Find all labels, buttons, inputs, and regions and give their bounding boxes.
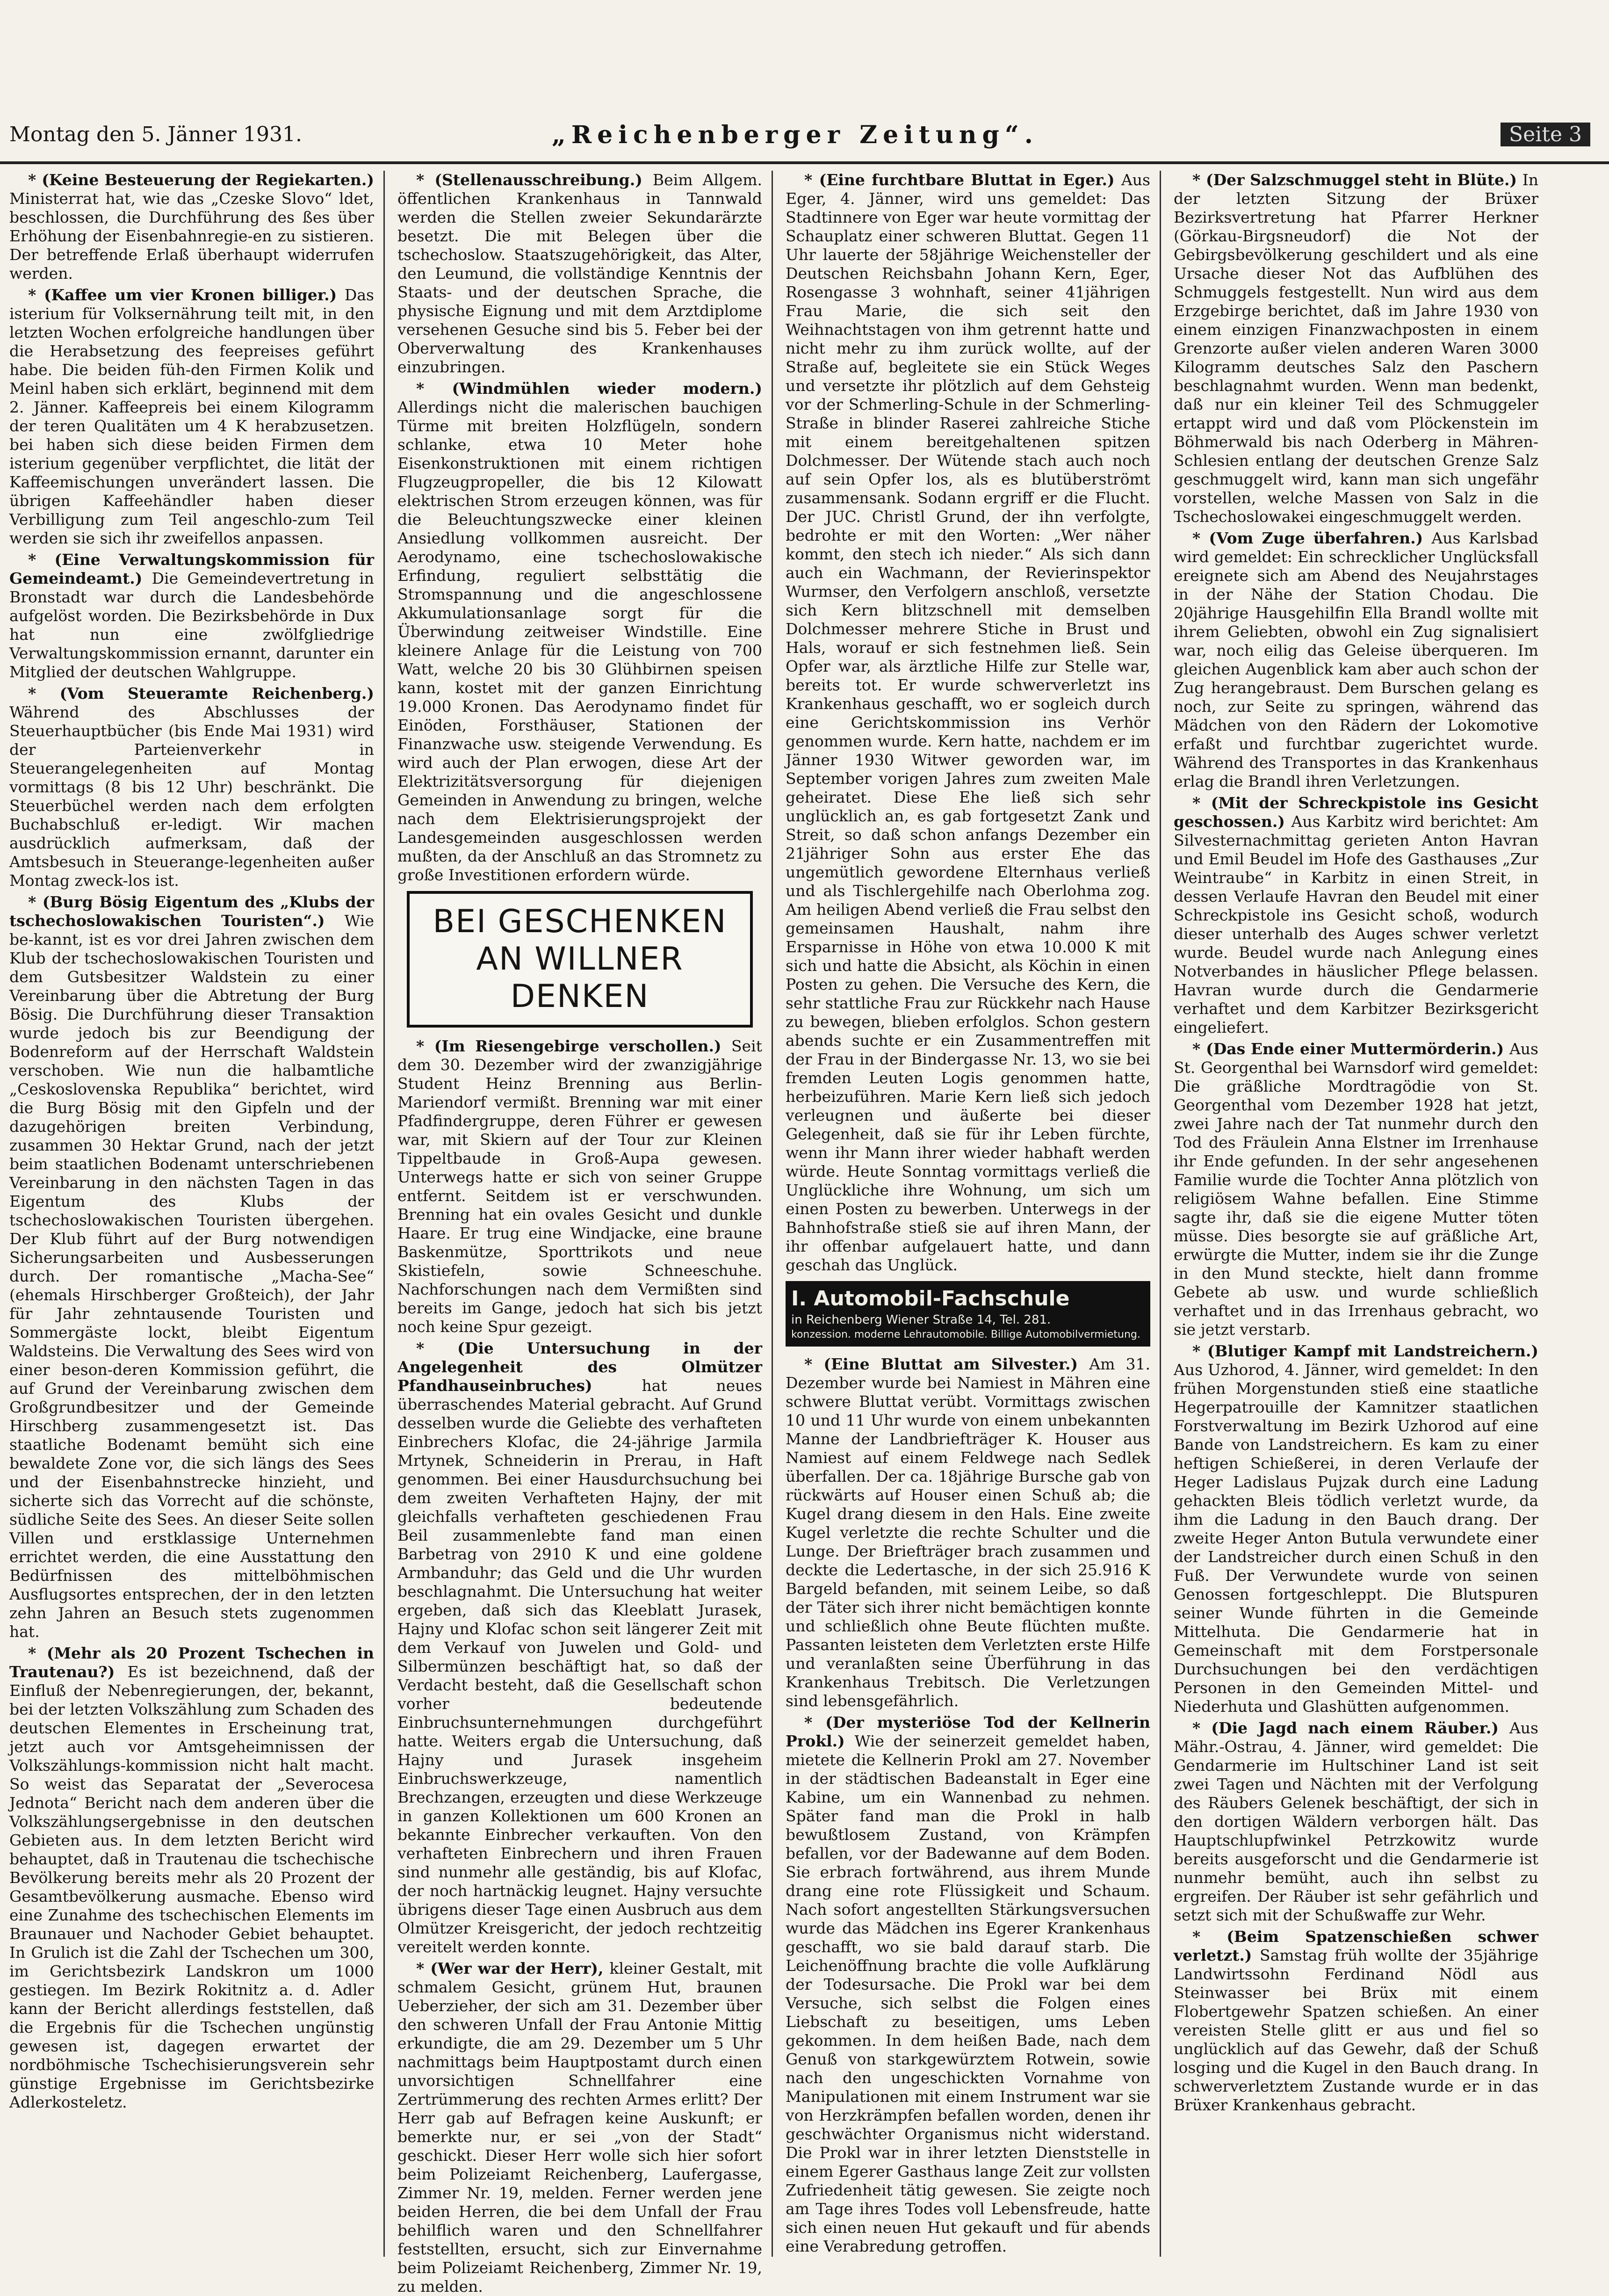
advertisement-driving-school (786, 1281, 1150, 1347)
column-4 (1174, 171, 1538, 2257)
ad-line: in Reichenberg Wiener Straße 14, Tel. 281. (791, 1313, 1051, 1327)
column-3 (786, 171, 1150, 2257)
article (9, 893, 374, 1641)
column-2 (397, 171, 762, 2296)
article (1174, 1040, 1538, 1339)
article (397, 1959, 762, 2296)
advertisement-willner (407, 891, 753, 1028)
column-divider (383, 171, 385, 2257)
article-heading: * (Burg Bösig Eigentum des „Klubs der tschechoslowakischen Touristen“.) (9, 893, 374, 930)
article-heading: * (Vom Steueramte Reichenberg.) (28, 684, 374, 703)
article-heading: * (Windmühlen wieder modern.) (416, 379, 762, 398)
article-body: Es ist bezeichnend, daß der Einfluß der Nebenregierungen, der, bekannt, bei der letzten Volkszählung zum Schaden des deutschen Elementes in Erscheinung trat, jetzt auch vor Amtsgeheimnissen der Volkszählungs-kommission nicht halt macht. So weist das Separatat der „Severocesa Jednota“ Bericht nach dem anderen über die Volkszählungsergebnisse in den deutschen Gebieten aus. In dem letzten Bericht wird behauptet, daß in Trautenau die tschechische Bevölkerung bereits mehr als 20 Prozent der Gesamtbevölkerung ausmache. Ebenso wird eine Zunahme des tschechischen Elements im Braunauer und Nachoder Gebiet behauptet. In Grulich ist die Zahl der Tschechen um 300, im Gerichtsbezirk Landskron um 1000 gestiegen. Im Bezirk Rokitnitz a. d. Adler kann der Bericht allerdings feststellen, daß die Ergebnis für die Tschechen ungünstig gewesen ist, dagegen erwartet der nordböhmische Tschechisierungsverein sehr günstige Ergebnisse im Gerichtsbezirke Adlerkosteletz. (9, 1663, 374, 2111)
article-body: Während des Abschlusses der Steuerhauptbücher (bis Ende Mai 1931) wird der Parteienverkehr in Steuerangelegenheiten auf Montag vormittags (8 bis 12 Uhr) beschränkt. Die Steuerbüchel werden nach dem erfolgten Buchabschluß er-ledigt. Wir machen ausdrücklich aufmerksam, daß der Amtsbesuch in Steuerange-legenheiten außer Montag zweck-los ist. (9, 703, 374, 890)
article-heading: * (Eine Bluttat am Silvester.) (804, 1355, 1090, 1373)
article (1174, 794, 1538, 1037)
article-heading: * (Stellenausschreibung.) (416, 171, 653, 189)
article (9, 550, 374, 681)
article (1174, 529, 1538, 791)
column-1 (9, 171, 374, 2257)
ad-line: I. Automobil-Fachschule (791, 1287, 1070, 1311)
article-heading: * (Die Untersuchung in der Angelegenheit des Olmützer Pfandhauseinbruches) (397, 1339, 762, 1395)
article (397, 379, 762, 884)
column-divider (1160, 171, 1161, 2257)
article-body: Wie be-kannt, ist es vor drei Jahren zwischen dem Klub der tschechoslowakischen Touristen und dem Gutsbesitzer Waldstein zu einer Vereinbarung über die Abtretung der Burg Bösig. Die Durchführung dieser Transaktion wurde jedoch bis zur Beendigung der Bodenreform auf der Herrschaft Waldstein verschoben. Wie nun die halbamtliche „Ceskoslovenska Republika“ berichtet, wird die Burg Bösig mit den Gipfeln und der dazugehörigen breiten Verbindung, zusammen 30 Hektar Grund, nach der jetzt beim staatlichen Bodenamt unterschriebenen Vereinbarung in den nächsten Tagen in das Eigentum des Klubs der tschechoslowakischen Touristen übergehen. Der Klub führt auf der Burg notwendigen Sicherungsarbeiten und Ausbesserungen durch. Der romantische „Macha-See“ (ehemals Hirschberger Großteich), der Jahr für Jahr zehntausende Touristen und Sommergäste lockt, bleibt Eigentum Waldsteins. Die Verwaltung des Sees wird von einer beson-deren Kommission geführt, die auf Grund der Vereinbarung zwischen dem Großgrundbesitzer und der Gemeinde Hirschberg zusammengesetzt ist. Das staatliche Bodenamt bemüht sich eine bewaldete Zone vor, die sich längs des Sees und der Eisenbahnstrecke hinzieht, und sicherte sich das Vorrecht auf die schönste, südliche Seite des Sees. An dieser Seite sollen Villen und erstklassige Unternehmen errichtet werden, die eine Ausstattung den Bedürfnissen des mittelböhmischen Ausflugsortes entsprechen, der in den letzten zehn Jahren an Besuch stets zugenommen hat. (9, 912, 374, 1641)
article (397, 171, 762, 377)
article-body: Am 31. Dezember wurde bei Namiest in Mähren eine schwere Bluttat verübt. Vormittags zwischen 10 und 11 Uhr wurde von einem unbekannten Manne der Landbriefträger K. Houser aus Namiest auf einem Feldwege nach Sedlek überfallen. Der ca. 18jährige Bursche gab von rückwärts auf Houser einen Schuß ab; die Kugel drang diesem in den Hals. Eine zweite Kugel verletzte die rechte Schulter und die Lunge. Der Briefträger brach zusammen und deckte die Ledertasche, in der sich 25.916 K Bargeld befanden, mit seinem Leibe, so daß der Täter sich ihrer nicht bemächtigen konnte und schließlich ohne Beute flüchten mußte. Passanten leisteten dem Verletzten erste Hilfe und veranlaßten seine Überführung in das Krankenhaus Trebitsch. Die Verletzungen sind lebensgefährlich. (786, 1355, 1150, 1710)
article-body: Die Gemeindevertretung in Bronstadt war durch die Landesbehörde aufgelöst worden. Die Bezirksbehörde in Dux hat nun eine zwölfgliedrige Verwaltungskommission ernannt, darunter ein Mitglied der deutschen Wahlgruppe. (9, 569, 374, 681)
article-body: kleiner Gestalt, mit schmalem Gesicht, grünem Hut, braunen Ueberzieher, der sich am 31. Dezember über den schweren Unfall der Frau Antonie Mittig erkundigte, die am 29. Dezember um 5 Uhr nachmittags beim Hauptpostamt durch einen unvorsichtigen Schnellfahrer eine Zertrümmerung des rechten Armes erlitt? Der Herr gab auf Befragen keine Auskunft; er bemerkte nur, er sei „von der Stadt“ geschickt. Dieser Herr wolle sich hier sofort beim Polizeiamt Reichenberg, Laufergasse, Zimmer Nr. 19, melden. Ferner werden jene beiden Herren, die bei dem Unfall der Frau behilflich waren und den Schnellfahrer feststellten, ersucht, sich zur Einvernahme beim Polizeiamt Reichenberg, Zimmer Nr. 19, zu melden. (397, 1959, 762, 2296)
article-heading: * (Kaffee um vier Kronen billiger.) (28, 286, 345, 304)
article-heading: * (Wer war der Herr), (416, 1959, 610, 1977)
article (1174, 171, 1538, 526)
article-body: Aus Mähr.-Ostrau, 4. Jänner, wird gemeldet: Die Gendarmerie im Hultschiner Land ist seit zwei Tagen und Nächten mit der Verfolgung des Räubers Gelenek beschäftigt, der sich in den dortigen Wäldern verborgen hält. Das Hauptschlupfwinkel Petrzkowitz wurde bereits ausgeforscht und die Gendarmerie ist nunmehr bemüht, auch ihn selbst zu ergreifen. Der Räuber ist sehr gefährlich und setzt sich mit der Schußwaffe zur Wehr. (1174, 1719, 1538, 1924)
page-number: Seite 3 (1501, 123, 1590, 146)
article-body: Beim Allgem. öffentlichen Krankenhaus in Tannwald werden die Stellen zweier Sekundarärzte besetzt. Die mit Belegen über die tschechoslow. Staatszugehörigkeit, das Alter, den Leumund, die vollständige Kenntnis der Staats- und der deutschen Sprache, die physische Eignung und mit dem Arztdiplome versehenen Gesuche sind bis 5. Feber bei der Oberverwaltung des Krankenhauses einzubringen. (397, 171, 762, 376)
article (1174, 1927, 1538, 2115)
ad-line: konzession. moderne Lehrautomobile. Billige Automobilvermietung. (791, 1329, 1140, 1340)
header-rule (0, 161, 1609, 164)
article-heading: * (Mit der Schreckpistole ins Gesicht geschossen.) (1174, 794, 1538, 831)
article (397, 1037, 762, 1336)
ad-line: BEI GESCHENKEN (433, 903, 727, 940)
header-date: Montag den 5. Jänner 1931. (9, 123, 303, 146)
article-body: hat neues überraschendes Material gebracht. Auf Grund desselben wurde die Geliebte des verhafteten Einbrechers Klofac, die 24-jährige Jarmila Mrtynek, Schneiderin in Prerau, in Haft genommen. Bei einer Hausdurchsuchung bei dem zweiten Verhafteten Hajny, der mit gleichfalls verhafteten geschiedenen Frau Beil zusammenlebte fand man einen Barbetrag von 2910 K und eine goldene Armbanduhr; das Geld und die Uhr wurden beschlagnahmt. Die Untersuchung hat weiter ergeben, daß sich das Kleeblatt Jurasek, Hajny und Klofac schon seit längerer Zeit mit dem Verkauf von Juwelen und Gold- und Silbermünzen beschäftigt hat, so daß der Verdacht besteht, daß die Gesellschaft schon vorher bedeutende Einbruchsunternehmungen durchgeführt hatte. Weiters ergab die Untersuchung, daß Hajny und Jurasek insgeheim Einbruchswerkzeuge, namentlich Brechzangen, erzeugten und diese Werkzeuge in ganzen Kollektionen um 600 Kronen an bekannte Einbrecher verkauften. Von den verhafteten Einbrechern und ihren Frauen sind nunmehr alle geständig, bis auf Klofac, der noch hartnäckig leugnet. Hajny versuchte übrigens dieser Tage einen Ausbruch aus dem Olmützer Kreisgericht, der jedoch rechtzeitig vereitelt werden konnte. (397, 1376, 762, 1956)
article (1174, 1719, 1538, 1925)
article (786, 171, 1150, 1275)
columns (9, 171, 1599, 2296)
article (9, 286, 374, 548)
article-heading: * (Das Ende einer Muttermörderin.) (1192, 1040, 1509, 1058)
article (9, 1644, 374, 2112)
article-body: Ministerrat hat, wie das „Czeske Slovo“ ldet, beschlossen, die Durchführung des ßes über Erhöhung der Eisenbahnregie-en zu sistieren. Der betreffende Erlaß überhaupt widerrufen werden. (9, 189, 374, 282)
article (9, 684, 374, 890)
article-heading: * (Die Jagd nach einem Räuber.) (1192, 1719, 1509, 1737)
article-body: Seit dem 30. Dezember wird der zwanzigjährige Student Heinz Brenning aus Berlin-Mariendorf vermißt. Brenning war mit einer Pfadfindergruppe, deren Führer er gewesen war, mit Skiern auf der Tour zur Kleinen Tippeltbaude in Groß-Aupa gewesen. Unterwegs hatte er sich von seiner Gruppe entfernt. Seitdem ist er verschwunden. Brenning hat ein ovales Gesicht und dunkle Haare. Er trug eine Windjacke, eine braune Baskenmütze, Sporttrikots und neue Skistiefeln, sowie Schneeschuhe. Nachforschungen nach dem Vermißten sind bereits im Gange, jedoch hat sich bis jetzt noch keine Spur gezeigt. (397, 1037, 762, 1336)
article-heading: * (Eine furchtbare Bluttat in Eger.) (804, 171, 1121, 189)
article-heading: * (Mehr als 20 Prozent Tschechen in Trautenau?) (9, 1644, 374, 1681)
article-body: Das isterium für Volksernährung teilt mit, in den letzten Wochen erfolgreiche handlungen über die Herabsetzung des feepreises geführt habe. Die beiden füh-den Firmen Kolik und Meinl haben sich erklärt, beginnend mit dem 2. Jänner. Kaffeepreis bei einem Kilogramm der teren Qualitäten um 4 K herabzusetzen. bei haben sich diese beiden Firmen dem isterium gegenüber verpflichtet, die lität der Kaffeemischungen unverändert lassen. Die übrigen Kaffeehändler haben dieser Verbilligung zum Teil angeschlo-zum Teil werden sie sich ihr zweifellos anpassen. (9, 286, 374, 547)
article-body: Aus Karbitz wird berichtet: Am Silvesternachmittag gerieten Anton Havran und Emil Beudel im Hofe des Gasthauses „Zur Weintraube“ in Karbitz in einen Streit, in dessen Verlaufe Havran den Beudel mit einer Schreckpistole ins Gesicht schoß, wodurch dieser unterhalb des Auges schwer verletzt wurde. Beudel wurde nach Anlegung eines Notverbandes in häuslicher Pflege belassen. Havran wurde durch die Gendarmerie verhaftet und dem Karbitzer Bezirksgericht eingeliefert. (1174, 812, 1539, 1036)
article-body: Wie der seinerzeit gemeldet haben, mietete die Kellnerin Prokl am 27. November in der städtischen Badeanstalt in Eger eine Kabine, um ein Wannenbad zu nehmen. Später fand man die Prokl in halb bewußtlosem Zustand, von Krämpfen befallen, vor der Badewanne auf dem Boden. Sie erbrach fortwährend, aus ihrem Munde drang eine rote Flüssigkeit und Schaum. Nach sofort angestellten Stärkungsversuchen wurde das Mädchen ins Egerer Krankenhaus geschafft, wo sie bald darauf starb. Die Leichenöffnung brachte die volle Aufklärung der Todesursache. Die Prokl war bei dem Versuche, sich selbst die Folgen eines Liebschaft zu beseitigen, ums Leben gekommen. In dem heißen Bade, nach dem Genuß von starkgewürztem Rotwein, sowie nach den ungeschickten Vornahme von Manipulationen mit einem Instrument war sie von Herzkrämpfen befallen worden, denen ihr geschwächter Organismus nicht widerstand. Die Prokl war in ihrer letzten Dienststelle in einem Egerer Gasthaus lange Zeit zur vollsten Zufriedenheit tätig gewesen. Sie zeigte noch am Tage ihres Todes voll Lebensfreude, hatte sich einen neuen Hut gekauft und für abends eine Verabredung getroffen. (786, 1732, 1150, 2255)
article-heading: * (Blutiger Kampf mit Landstreichern.) (1192, 1342, 1538, 1360)
article (786, 1713, 1150, 2256)
article-heading: * (Eine Verwaltungskommission für Gemeindeamt.) (9, 550, 374, 587)
article-body: In der letzten Sitzung der Brüxer Bezirksvertretung hat Pfarrer Herkner (Görkau-Birgsneudorf) die Not der Gebirgsbevölkerung geschildert und als eine Ursache dieser Not das Aufblühen des Schmuggels festgestellt. Nun wird aus dem Erzgebirge berichtet, daß im Jahre 1930 von einem einzigen Finanzwachposten in einem Grenzorte außer vielen anderen Waren 3000 Kilogramm deutsches Salz den Paschern beschlagnahmt wurden. Wenn man bedenkt, daß nur ein kleiner Teil des Schmuggeler ertappt wird und daß vom Plöckenstein im Böhmerwald bis nach Oderberg in Mähren-Schlesien entlang der deutschen Grenze Salz geschmuggelt wird, kann man sich ungefähr vorstellen, welche Massen von Salz in die Tschechoslowakei eingeschmuggelt werden. (1174, 171, 1538, 526)
article-heading: * (Im Riesengebirge verschollen.) (416, 1037, 732, 1055)
newspaper-title: „Reichenberger Zeitung“. (552, 121, 1039, 149)
article-heading: * (Keine Besteuerung der Regiekarten.) (28, 171, 374, 189)
article-heading: * (Vom Zuge überfahren.) (1192, 529, 1432, 547)
article-heading: * (Der mysteriöse Tod der Kellnerin Prokl.) (786, 1713, 1150, 1750)
article-body: Samstag früh wollte der 35jährige Landwirtssohn Ferdinand Nödl aus Steinwasser bei Brüx mit einem Flobertgewehr Spatzen schießen. An einer vereisten Stelle glitt er aus und fiel so unglücklich auf das Gewehr, daß der Schuß losging und die Kugel in den Bauch drang. In schwerverletztem Zustande wurde er in das Brüxer Krankenhaus gebracht. (1174, 1946, 1539, 2114)
article-heading: * (Der Salzschmuggel steht in Blüte.) (1192, 171, 1522, 189)
article-body: Aus Eger, 4. Jänner, wird uns gemeldet: Das Stadtinnere von Eger war heute vormittag der Schauplatz einer schweren Bluttat. Gegen 11 Uhr lauerte der 58jährige Weichensteller der Deutschen Reichsbahn Johann Kern, Eger, Rosengasse 3 wohnhaft, seiner 41jährigen Frau Marie, die sich seit den Weihnachtstagen von ihm getrennt hatte und nicht mehr zu ihm zurück wollte, auf der Straße auf, begleitete sie ein Stück Weges und versetzte ihr plötzlich auf dem Gehsteig vor der Schmerling-Schule in der Schmerling-Straße in blinder Raserei zahlreiche Stiche mit einem bereitgehaltenen spitzen Dolchmesser. Der Wütende stach auch noch auf sein Opfer los, als es blutüberströmt zusammensank. Sodann ergriff er die Flucht. Der JUC. Christl Grund, der ihn verfolgte, bedrohte er mit den Worten: „Wer näher kommt, den stech ich nieder.“ Als sich dann auch ein Wachmann, der Revierinspektor Wurmser, den Verfolgern anschloß, versetzte sich Kern blitzschnell mit demselben Dolchmesser mehrere Stiche in Brust und Hals, worauf er sich festnehmen ließ. Sein Opfer war, als ärztliche Hilfe zur Stelle war, bereits tot. Er wurde schwerverletzt ins Krankenhaus geschafft, wo er sogleich durch eine Gerichtskommission ins Verhör genommen wurde. Kern hatte, nachdem er im Jänner 1930 Witwer geworden war, im September vorigen Jahres zum zweiten Male geheiratet. Diese Ehe ließ sich sehr unglücklich an, es gab fortgesetzt Zank und Streit, so daß schon anfangs Dezember ein 21jähriger Sohn aus erster Ehe das ungemütlich gewordene Elternhaus verließ und als Tischlergehilfe nach Oberlohma zog. Am heiligen Abend verließ die Frau selbst den gemeinsamen Haushalt, nahm ihre Ersparnisse in Höhe von etwa 10.000 K mit sich und hatte die Absicht, als Köchin in einen Posten zu gehen. Die Versuche des Kern, die sehr stattliche Frau zur Rückkehr nach Hause zu bewegen, blieben erfolglos. Schon gestern abends suchte er ein Zusammentreffen mit der Frau in der Bindergasse Nr. 13, wo sie bei fremden Leuten Logis genommen hatte, herbeizuführen. Marie Kern ließ sich jedoch verleugnen und äußerte bei dieser Gelegenheit, daß sie für ihr Leben fürchte, wenn ihr Mann ihrer wieder habhaft werden würde. Heute Sonntag vormittags verließ die Unglückliche ihre Wohnung, um sich um einen Posten zu bewerben. Unterwegs in der Bahnhofstraße stieß sie auf ihren Mann, der ihr offenbar aufgelauert hatte, und dann geschah das Unglück. (786, 171, 1150, 1274)
column-divider (772, 171, 773, 2257)
article (397, 1339, 762, 1956)
ad-line: AN WILLNER DENKEN (476, 941, 684, 1015)
page-header (0, 117, 1609, 164)
article-body: Aus Karlsbad wird gemeldet: Ein schrecklicher Unglücksfall ereignete sich am Abend des Neujahrstages in der Nähe der Station Chodau. Die 20jährige Hausgehilfin Ella Brandl wollte mit ihrem Geliebten, obwohl ein Zug signalisiert war, noch eilig das Geleise überqueren. Im gleichen Augenblick kam aber auch schon der Zug herangebraust. Dem Burschen gelang es noch, zur Seite zu springen, während das Mädchen von den Rädern der Lokomotive erfaßt und furchtbar zugerichtet wurde. Während des Transportes in das Krankenhaus erlag die Brandl ihren Verletzungen. (1174, 529, 1538, 790)
article (1174, 1342, 1538, 1716)
article-body: Aus Uzhorod, 4. Jänner, wird gemeldet: In den frühen Morgenstunden stieß eine staatliche Hegerpatrouille der Kamnitzer staatlichen Forstverwaltung im Bezirk Uzhorod auf eine Bande von Landstreichern. Es kam zu einer heftigen Schießerei, in deren Verlaufe der Heger Ladislaus Pujzak durch eine Ladung gehackten Bleis tödlich verletzt wurde, da ihm die Ladung in den Bauch drang. Der zweite Heger Anton Butula verwundete einer der Landstreicher durch einen Schuß in den Fuß. Der Verwundete wurde von seinen Genossen fortgeschleppt. Die Blutspuren seiner Wunde führten in die Gemeinde Mittelhuta. Die Gendarmerie hat in Gemeinschaft mit dem Forstpersonale Durchsuchungen bei den verdächtigen Personen in den Gemeinden Mittel- und Niederhuta und Glashütten aufgenommen. (1174, 1361, 1538, 1716)
article (9, 171, 374, 283)
article-body: Aus St. Georgenthal bei Warnsdorf wird gemeldet: Die gräßliche Mordtragödie von St. Georgenthal vom Dezember 1928 hat jetzt, zwei Jahre nach der Tat nunmehr durch den Tod des Fräulein Anna Elstner im Irrenhause ihr Ende gefunden. In der sehr angesehenen Familie wurde die Tochter Anna plötzlich von religiösem Wahne befallen. Eine Stimme sagte ihr, daß sie die eigene Mutter töten müsse. Dies besorgte sie auf gräßliche Art, erwürgte die Mutter, indem sie ihr die Zunge in den Mund steckte, hielt dann fromme Gebete ab usw. und wurde schließlich verhaftet und in das Irrenhaus gebracht, wo sie jetzt verstarb. (1174, 1040, 1538, 1339)
article (786, 1355, 1150, 1710)
article-body: Allerdings nicht die malerischen bauchigen Türme mit breiten Holzflügeln, sondern schlanke, etwa 10 Meter hohe Eisenkonstruktionen mit einem richtigen Flugzeugpropeller, die bis 12 Kilowatt elektrischen Strom erzeugen können, was für die Beleuchtungszwecke einer kleinen Ansiedlung vollkommen ausreicht. Der Aerodynamo, eine tschechoslowakische Erfindung, reguliert selbsttätig die Stromspannung und die angeschlossene Akkumulationsanlage sorgt für die Überwindung zeitweiser Windstille. Eine kleinere Anlage für die Leistung von 700 Watt, welche 20 bis 30 Glühbirnen speisen kann, kostet mit der ganzen Einrichtung 19.000 Kronen. Das Aerodynamo findet für Einöden, Forsthäuser, Stationen der Finanzwache usw. steigende Verwendung. Es wird auch der Plan erwogen, diese Art der Elektrizitätsversorgung für diejenigen Gemeinden in Anwendung zu bringen, welche nach dem Elektrisierungsprojekt der Landesgemeinden ausgeschlossen werden mußten, da der Anschluß an das Stromnetz zu große Investitionen erfordern würde. (397, 398, 762, 884)
article-heading: * (Beim Spatzenschießen schwer verletzt.) (1174, 1927, 1538, 1964)
